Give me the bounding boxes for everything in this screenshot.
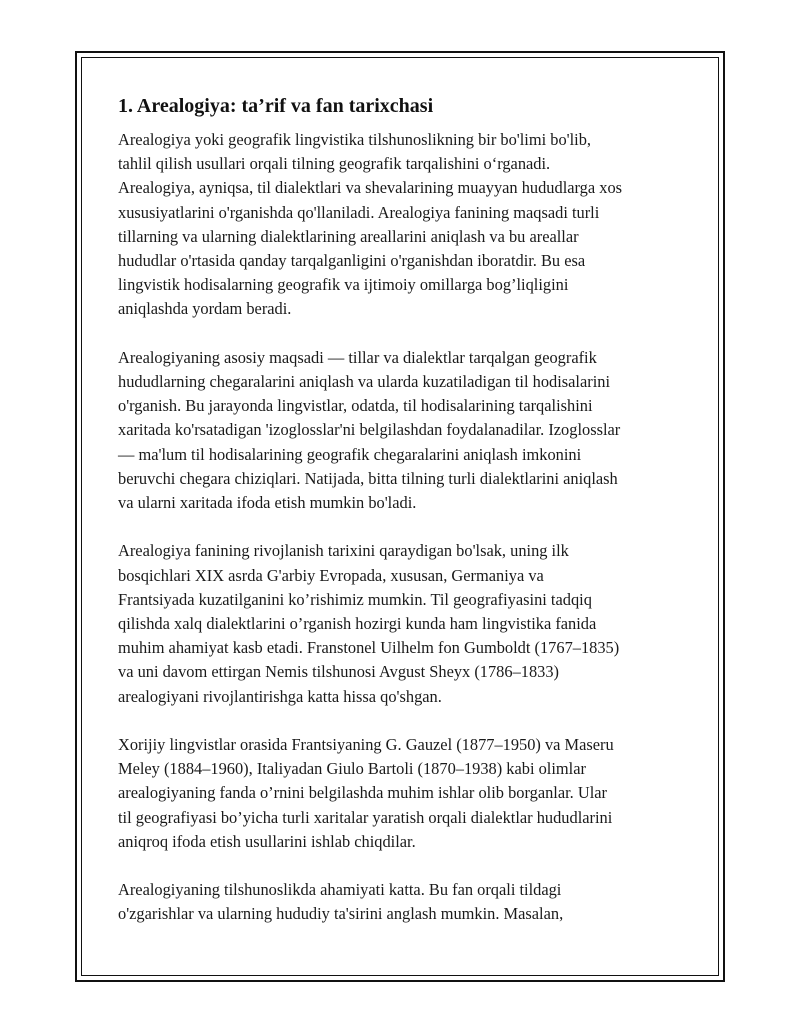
text-line: beruvchi chegara chiziqlari. Natijada, bitta tilning turli dialektlarini aniqlash xyxy=(118,468,618,488)
text-line: hududlarning chegaralarini aniqlash va ularda kuzatiladigan til hodisalarini xyxy=(118,372,611,392)
text-line: Meley (1884–1960), Italiyadan Giulo Bartoli (1870–1938) kabi olimlar xyxy=(118,759,586,779)
text-line: arealogiyaning fanda o’rnini belgilashda muhim ishlar olib borganlar. Ular xyxy=(118,783,608,803)
text-line: Arealogiya yoki geografik lingvistika tilshunoslikning bir bo'limi bo'lib, xyxy=(118,130,591,149)
paragraph-5 xyxy=(118,878,698,926)
paragraph-3 xyxy=(118,539,698,708)
text-line: aniqroq ifoda etish usullarini ishlab chiqdilar. xyxy=(118,831,416,851)
text-line: tahlil qilish usullari orqali tilning geografik tarqalishini o‘rganadi. xyxy=(118,154,551,174)
text-line: Arealogiyaning tilshunoslikda ahamiyati katta. Bu fan orqali tildagi xyxy=(118,880,562,900)
text-line: o'zgarishlar va ularning hududiy ta'sirini anglash mumkin. Masalan, xyxy=(118,904,564,924)
text-line: Arealogiyaning asosiy maqsadi — tillar va dialektlar tarqalgan geografik xyxy=(118,347,597,367)
text-line: til geografiyasi bo’yicha turli xaritalar yaratish orqali dialektlar hududlarini xyxy=(118,807,613,827)
text-line: qilishda xalq dialektlarini o’rganish hozirgi kunda ham lingvistika fanida xyxy=(118,614,597,634)
text-line: lingvistik hodisalarning geografik va ijtimoiy omillarga bog’liqligini xyxy=(118,275,569,295)
document-body xyxy=(118,92,698,951)
text-line: muhim ahamiyat kasb etadi. Franstonel Uilhelm fon Gumboldt (1767–1835) xyxy=(118,638,620,658)
text-line: va uni davom ettirgan Nemis tilshunosi Avgust Sheyx (1786–1833) xyxy=(118,662,560,682)
text-line: va ularni xaritada ifoda etish mumkin bo'ladi. xyxy=(118,493,417,513)
text-line: o'rganish. Bu jarayonda lingvistlar, odatda, til hodisalarining tarqalishini xyxy=(118,396,593,416)
text-line: — ma'lum til hodisalarining geografik chegaralarini aniqlash imkonini xyxy=(118,444,582,464)
paragraph-4 xyxy=(118,733,698,854)
paragraph-1 xyxy=(118,128,698,322)
text-line: arealogiyani rivojlantirishga katta hissa qo'shgan. xyxy=(118,686,442,706)
section-heading: 1. Arealogiya: ta’rif va fan tarixchasi xyxy=(118,95,434,117)
text-line: Xorijiy lingvistlar orasida Frantsiyaning G. Gauzel (1877–1950) va Maseru xyxy=(118,735,614,755)
text-line: Arealogiya, ayniqsa, til dialektlari va shevalarining muayyan hududlarga xos xyxy=(118,178,623,198)
text-line: hududlar o'rtasida qanday tarqalganligini o'rganishdan iboratdir. Bu esa xyxy=(118,251,586,271)
text-line: tillarning va ularning dialektlarining areallarini aniqlash va bu areallar xyxy=(118,226,579,246)
paragraph-2 xyxy=(118,346,698,515)
text-line: Frantsiyada kuzatilganini ko’rishimiz mumkin. Til geografiyasini tadqiq xyxy=(118,589,592,609)
text-line: xaritada ko'rsatadigan 'izoglosslar'ni belgilashdan foydalanadilar. Izoglosslar xyxy=(118,420,621,440)
text-line: Arealogiya fanining rivojlanish tarixini qaraydigan bo'lsak, uning ilk xyxy=(118,541,569,561)
text-line: bosqichlari XIX asrda G'arbiy Evropada, xususan, Germaniya va xyxy=(118,565,544,585)
text-line: xususiyatlarini o'rganishda qo'llaniladi. Arealogiya fanining maqsadi turli xyxy=(118,202,600,222)
text-line: aniqlashda yordam beradi. xyxy=(118,299,292,319)
